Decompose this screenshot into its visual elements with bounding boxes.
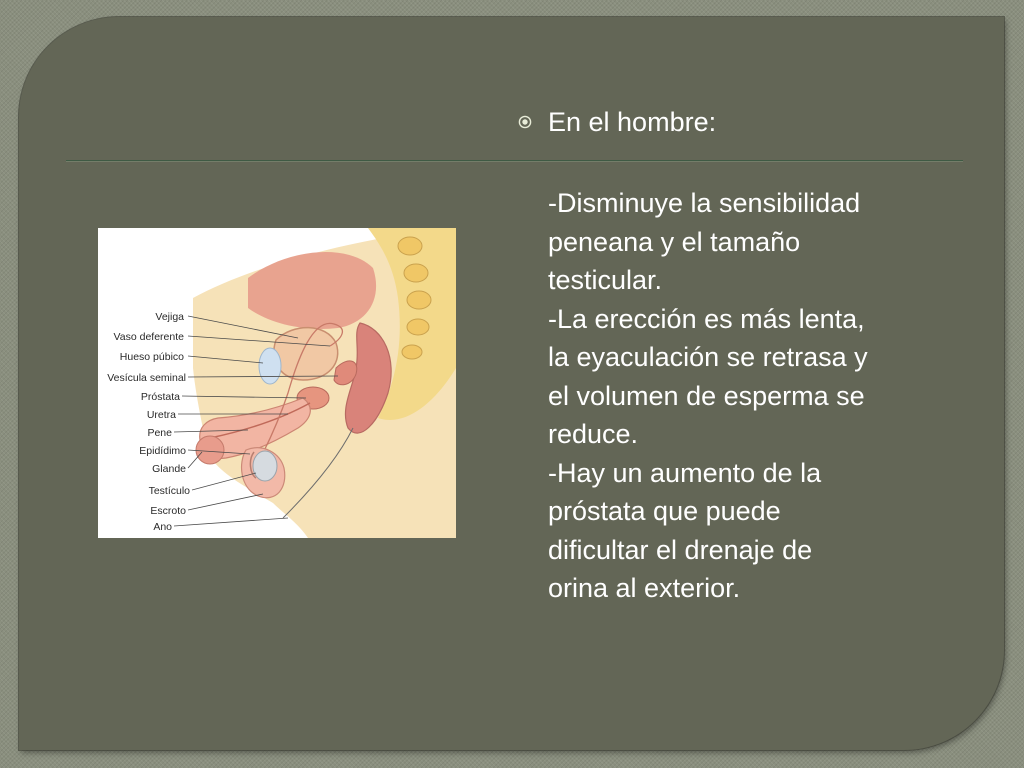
label-prostata: Próstata [140,391,180,403]
label-vaso-deferente: Vaso deferente [113,331,184,343]
paragraph-sensitivity: -Disminuye la sensibilidad peneana y el tamaño testicular. [548,188,861,295]
label-testiculo: Testículo [148,485,190,497]
label-escroto: Escroto [150,505,186,517]
label-epididimo: Epidídimo [139,445,186,457]
label-pene: Pene [147,427,172,439]
heading-row [518,104,716,140]
label-hueso-pubico: Hueso púbico [119,351,184,363]
title-divider [66,160,963,161]
label-glande: Glande [152,463,186,475]
paragraph-prostate: -Hay un aumento de la próstata que puede dificultar el drenaje de orina al exterior. [548,457,822,603]
slide-body [548,184,988,608]
label-ano: Ano [153,521,172,533]
paragraph-erection: -La erección es más lenta, la eyaculación se retrasa y el volumen de esperma se reduce. [548,303,868,449]
label-vesicula-seminal: Vesícula seminal [107,372,186,384]
label-vejiga: Vejiga [155,311,184,323]
male-anatomy-diagram [98,228,456,538]
circle-dot-icon [518,115,532,129]
label-uretra: Uretra [146,409,176,421]
slide-heading: En el hombre: [548,107,717,137]
anatomy-illustration [98,228,456,538]
